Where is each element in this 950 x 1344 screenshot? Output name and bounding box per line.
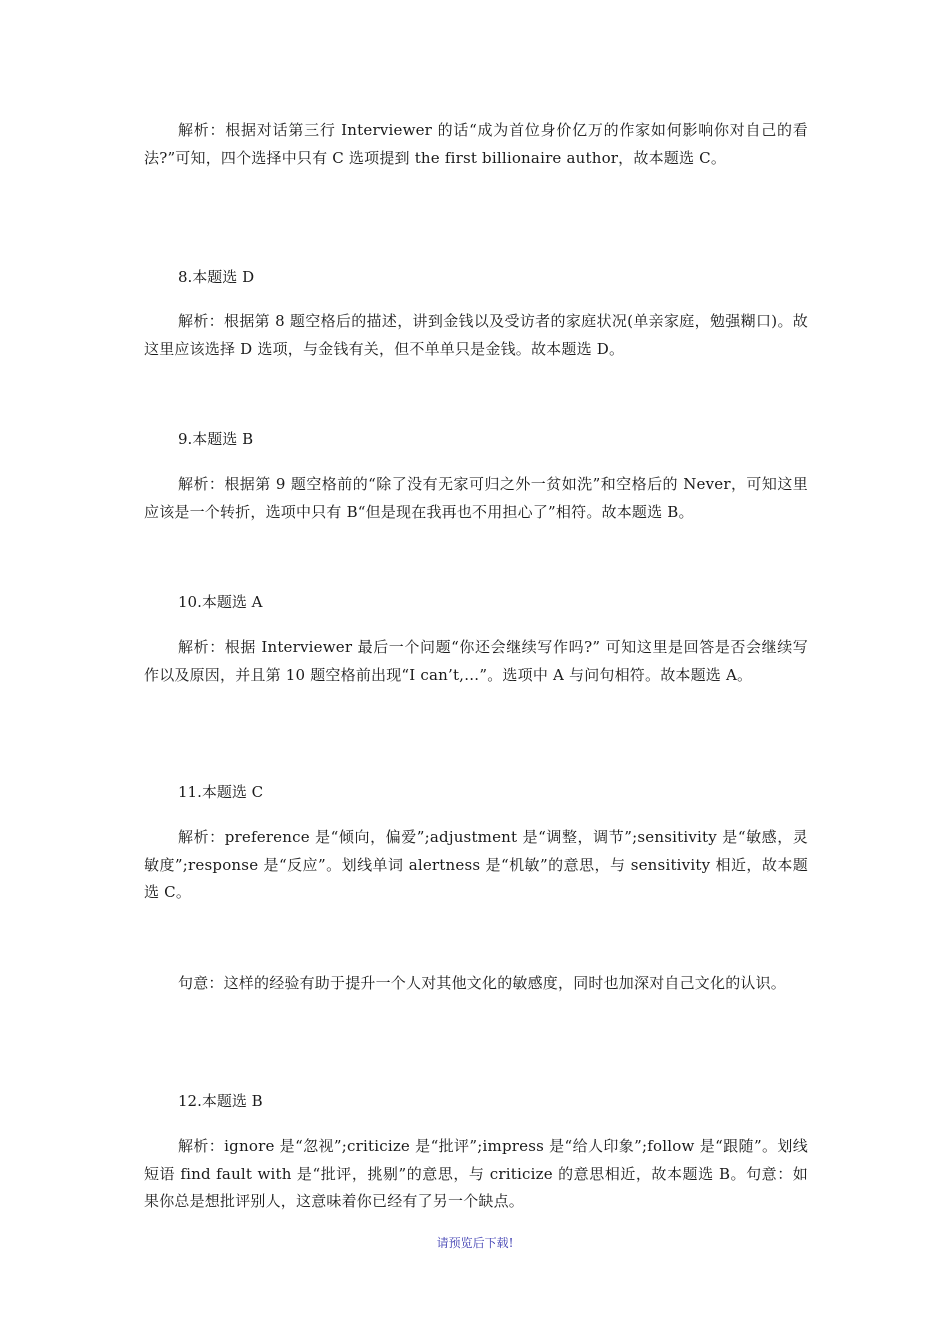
analysis-paragraph-9: 解析：根据第 9 题空格前的“除了没有无家可归之外一贫如洗”和空格后的 Never，可知这里应该是一个转折，选项中只有 B“但是现在我再也不用担心了”相符。故本题选 B。 [144, 475, 808, 521]
answer-heading-12: 12.本题选 B [178, 1092, 263, 1110]
answer-heading-10: 10.本题选 A [178, 593, 263, 611]
analysis-paragraph-11: 解析：preference 是“倾向，偏爱”;adjustment 是“调整，调节”;sensitivity 是“敏感，灵敏度”;response 是“反应”。划线单词 alertness 是“机敏”的意思，与 sensitivity 相近，故本题选 C。 [144, 828, 808, 901]
analysis-paragraph-10: 解析：根据 Interviewer 最后一个问题“你还会继续写作吗?” 可知这里是回答是否会继续写作以及原因，并且第 10 题空格前出现“I can’t,…”。选项中 A 与问句相符。故本题选 A。 [144, 638, 808, 684]
analysis-paragraph-12: 解析：ignore 是“忽视”;criticize 是“批评”;impress 是“给人印象”;follow 是“跟随”。划线短语 find fault with 是“批评，挑剔”的意思，与 criticize 的意思相近，故本题选 B。句意：如果你总是想批评别人，这意味着你已经有了另一个缺点。 [144, 1137, 808, 1210]
answer-heading-11: 11.本题选 C [178, 783, 264, 801]
analysis-paragraph-7: 解析：根据对话第三行 Interviewer 的话“成为首位身价亿万的作家如何影响你对自己的看法?”可知，四个选择中只有 C 选项提到 the first billionaire author，故本题选 C。 [144, 121, 808, 167]
analysis-paragraph-8: 解析：根据第 8 题空格后的描述，讲到金钱以及受访者的家庭状况(单亲家庭，勉强糊口)。故这里应该选择 D 选项，与金钱有关，但不单单只是金钱。故本题选 D。 [144, 312, 808, 358]
download-footer-note: 请预览后下载! [436, 1236, 514, 1250]
answer-heading-8: 8.本题选 D [178, 268, 255, 286]
sentence-meaning-paragraph: 句意：这样的经验有助于提升一个人对其他文化的敏感度，同时也加深对自己文化的认识。 [178, 974, 787, 992]
answer-heading-9: 9.本题选 B [178, 430, 254, 448]
